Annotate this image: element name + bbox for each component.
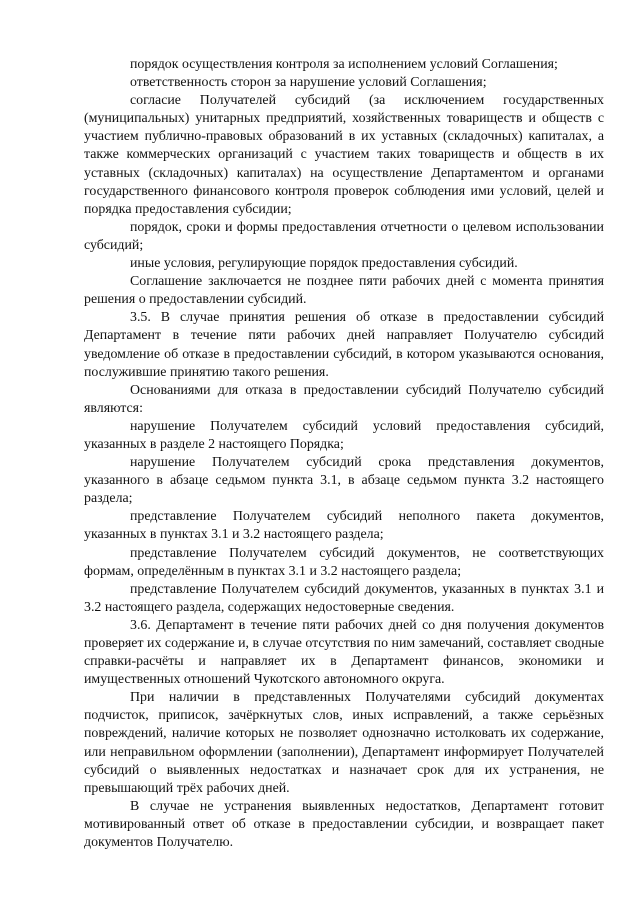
- paragraph-other-conditions: иные условия, регулирующие порядок предоставления субсидий.: [130, 256, 518, 272]
- paragraph-non-correction: В случае не устранения выявленных недостатков, Департамент готовит мотивированный ответ об отказе в предоставлении субсидии, и возвращает пакет документов Получателю.: [84, 798, 604, 851]
- paragraph-ground-incomplete: представление Получателем субсидий неполного пакета документов, указанных в пунктах 3.1 и 3.2 настоящего раздела;: [84, 509, 604, 543]
- paragraph-ground-false-info: представление Получателем субсидий документов, указанных в пунктах 3.1 и 3.2 настоящего раздела, содержащих недостоверные сведения.: [84, 581, 604, 615]
- paragraph-reporting: порядок, сроки и формы предоставления отчетности о целевом использовании субсидий;: [84, 219, 604, 253]
- paragraph-defects: При наличии в представленных Получателями субсидий документах подчисток, приписок, зачёркнутых слов, иных исправлений, а также серьёзных повреждений, наличие которых не позволяет однозначно истолковать их содержание, или неправильном оформлении (заполнении), Департамент информирует Получателей субсидий о выявленных недостатках и назначает срок для их устранения, не превышающий трёх рабочих дней.: [84, 690, 604, 796]
- paragraph-section-3-6: 3.6. Департамент в течение пяти рабочих дней со дня получения документов проверяет их содержание и, в случае отсутствия по ним замечаний, составляет сводные справки-расчёты и направляет их в Департамент финансов, экономики и имущественных отношений Чукотского автономного округа.: [84, 617, 604, 688]
- paragraph-agreement-deadline: Соглашение заключается не позднее пяти рабочих дней с момента принятия решения о предоставлении субсидий.: [84, 274, 604, 308]
- paragraph-responsibility: ответственность сторон за нарушение условий Соглашения;: [130, 75, 487, 91]
- paragraph-consent: согласие Получателей субсидий (за исключением государственных (муниципальных) унитарных предприятий, хозяйственных товариществ и обществ с участием публично-правовых образований в их уставных (складочных) капиталах, а также коммерческих организаций с участием таких товариществ и обществ в их уставных (складочных) капиталах) на осуществление Департаментом и органами государственного финансового контроля проверок соблюдения ими условий, целей и порядка предоставления субсидии;: [84, 93, 604, 217]
- paragraph-ground-conditions: нарушение Получателем субсидий условий предоставления субсидий, указанных в разделе 2 настоящего Порядка;: [84, 418, 604, 452]
- paragraph-control-procedure: порядок осуществления контроля за исполнением условий Соглашения;: [130, 57, 558, 72]
- paragraph-ground-deadline: нарушение Получателем субсидий срока представления документов, указанного в абзаце седьмом пункта 3.1, в абзаце седьмом пункта 3.2 настоящего раздела;: [84, 455, 604, 507]
- document-page: [84, 56, 604, 852]
- paragraph-refusal-grounds: Основаниями для отказа в предоставлении субсидий Получателю субсидий являются:: [84, 382, 604, 416]
- paragraph-ground-forms: представление Получателем субсидий документов, не соответствующих формам, определённым в пунктах 3.1 и 3.2 настоящего раздела;: [84, 545, 604, 579]
- paragraph-section-3-5: 3.5. В случае принятия решения об отказе в предоставлении субсидий Департамент в течение пяти рабочих дней направляет Получателю субсидий уведомление об отказе в предоставлении субсидий, в котором указываются основания, послужившие принятию такого решения.: [84, 310, 604, 380]
